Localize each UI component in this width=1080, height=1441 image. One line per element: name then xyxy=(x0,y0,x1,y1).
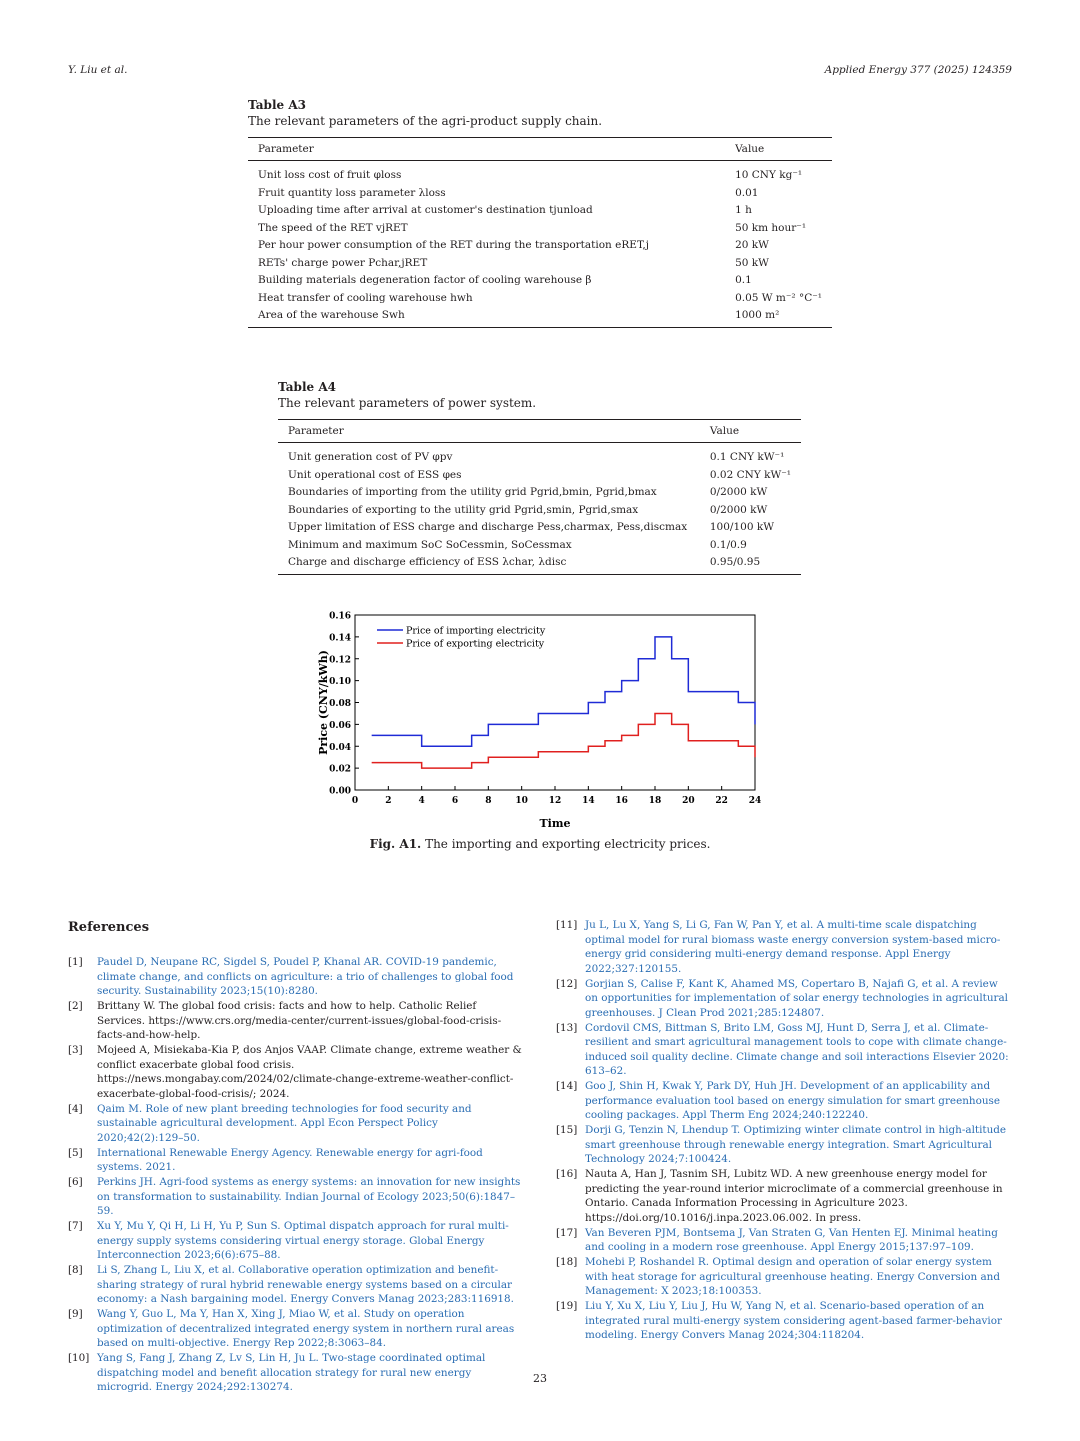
reference-number: [19] xyxy=(556,1300,578,1312)
table-row xyxy=(278,443,801,467)
legend-label: Price of importing electricity xyxy=(406,625,546,637)
reference-number: [14] xyxy=(556,1080,578,1092)
reference-item[interactable] xyxy=(556,1021,1012,1079)
table-cell-parameter: Area of the warehouse Swh xyxy=(258,309,405,321)
reference-item[interactable] xyxy=(68,955,522,999)
reference-number: [8] xyxy=(68,1264,83,1276)
table-cell-value: 0.1 CNY kW⁻¹ xyxy=(709,451,785,463)
y-tick-label: 0.10 xyxy=(329,677,351,688)
reference-number: [10] xyxy=(68,1352,90,1364)
table-cell-value: 0.95/0.95 xyxy=(709,556,761,568)
running-header-journal: Applied Energy 377 (2025) 124359 xyxy=(824,64,1012,76)
legend-label: Price of exporting electricity xyxy=(406,638,545,650)
y-tick-label: 0.04 xyxy=(329,742,351,753)
reference-text[interactable]: Van Beveren PJM, Bontsema J, Van Straten G, Van Henten EJ. Minimal heating and cooling in a modern rose greenhouse. Appl Energy 2015;137:97–109. xyxy=(585,1226,998,1253)
table-a3-caption: The relevant parameters of the agri-product supply chain. xyxy=(248,114,603,128)
x-tick-label: 4 xyxy=(418,796,425,806)
table-cell-parameter: Uploading time after arrival at customer's destination tjunload xyxy=(258,204,593,216)
references-heading: References xyxy=(68,920,150,935)
reference-text[interactable]: Xu Y, Mu Y, Qi H, Li H, Yu P, Sun S. Optimal dispatch approach for rural multi-energy supply systems considering virtual energy storage. Global Energy Interconnection 2023;6(6):675–88. xyxy=(97,1220,509,1261)
table-row xyxy=(248,255,832,273)
reference-number: [12] xyxy=(556,977,578,990)
reference-item[interactable] xyxy=(556,1255,1012,1299)
table-a4-grid xyxy=(278,419,801,575)
table-cell-value: 0.1/0.9 xyxy=(709,538,747,551)
reference-number: [4] xyxy=(68,1102,83,1115)
reference-item[interactable] xyxy=(68,1219,522,1263)
reference-text[interactable]: Ju L, Lu X, Yang S, Li G, Fan W, Pan Y, et al. A multi-time scale dispatching optimal model for rural biomass waste energy conversion system-based micro-energy grid considering multi-energy demand response. Appl Energy 2022;327:120155. xyxy=(585,919,1001,975)
table-cell-parameter: Heat transfer of cooling warehouse hwh xyxy=(258,291,473,304)
series-line-exporting xyxy=(372,713,755,768)
reference-item[interactable] xyxy=(556,1226,1012,1255)
reference-number: [2] xyxy=(68,1000,83,1012)
x-tick-label: 2 xyxy=(385,796,392,806)
x-tick-label: 20 xyxy=(682,796,695,806)
table-a3-title: Table A3 xyxy=(248,98,306,112)
reference-item[interactable] xyxy=(556,1299,1012,1343)
reference-item[interactable] xyxy=(556,977,1012,1021)
y-tick-label: 0.00 xyxy=(329,786,351,797)
table-cell-parameter: Upper limitation of ESS charge and discharge Pess,charmax, Pess,discmax xyxy=(288,521,688,533)
table-cell-parameter: Fruit quantity loss parameter λloss xyxy=(258,186,446,199)
table-row xyxy=(248,161,832,185)
reference-item[interactable] xyxy=(68,1307,522,1351)
table-a3-header-parameter: Parameter xyxy=(248,138,725,161)
reference-number: [16] xyxy=(556,1168,578,1180)
reference-item[interactable] xyxy=(556,918,1012,976)
table-cell-parameter: Per hour power consumption of the RET during the transportation eRET,j xyxy=(258,239,649,251)
page-number: 23 xyxy=(533,1372,547,1385)
table-cell-parameter: Minimum and maximum SoC SoCessmin, SoCessmax xyxy=(288,538,572,551)
reference-text[interactable]: Mojeed A, Misiekaba-Kia P, dos Anjos VAAP. Climate change, extreme weather & conflict exacerbate global food crisis. https://news.mongabay.com/2024/02/climate-change-extreme-weather-conflict-exacerbate-global-food-crisis/; 2024. xyxy=(97,1044,522,1100)
reference-text[interactable]: Dorji G, Tenzin N, Lhendup T. Optimizing winter climate control in high-altitude smart greenhouse through renewable energy integration. Smart Agricultural Technology 2024;7:100424. xyxy=(585,1124,1007,1165)
table-cell-value: 0.1 xyxy=(735,274,752,286)
reference-number: [17] xyxy=(556,1226,578,1239)
x-axis-label: Time xyxy=(539,817,571,830)
table-row xyxy=(278,519,801,537)
table-row xyxy=(278,554,801,574)
reference-text[interactable]: Goo J, Shin H, Kwak Y, Park DY, Huh JH. Development of an applicability and performance evaluation tool based on energy simulation for smart greenhouse cooling packages. Appl Therm Eng 2024;240:122240. xyxy=(585,1080,1001,1121)
figure-label: Fig. A1. xyxy=(369,837,422,851)
x-tick-label: 18 xyxy=(648,796,662,806)
table-cell-value: 0/2000 kW xyxy=(709,503,768,516)
running-header-authors: Y. Liu et al. xyxy=(68,64,128,76)
y-tick-label: 0.14 xyxy=(329,633,351,644)
figure-caption-text: The importing and exporting electricity prices. xyxy=(425,837,711,851)
y-tick-label: 0.16 xyxy=(329,611,351,622)
reference-number: [9] xyxy=(68,1308,83,1320)
x-tick-label: 8 xyxy=(485,796,492,806)
table-cell-value: 0.02 CNY kW⁻¹ xyxy=(709,468,791,481)
table-a3 xyxy=(248,98,832,328)
x-tick-label: 0 xyxy=(351,796,359,806)
reference-number: [6] xyxy=(68,1176,83,1188)
reference-number: [13] xyxy=(556,1021,578,1034)
reference-text[interactable]: International Renewable Energy Agency. Renewable energy for agri-food systems. 2021. xyxy=(97,1146,483,1173)
reference-text[interactable]: Mohebi P, Roshandel R. Optimal design and operation of solar energy system with heat storage for agricultural greenhouse heating. Energy Conversion and Management: X 2023;18:100353. xyxy=(585,1256,1000,1297)
reference-item[interactable] xyxy=(68,1263,522,1307)
reference-text[interactable]: Brittany W. The global food crisis: facts and how to help. Catholic Relief Services. https://www.crs.org/media-center/current-issues/global-food-crisis-facts-and-how-help. xyxy=(97,1000,502,1041)
table-cell-parameter: Unit operational cost of ESS φes xyxy=(288,468,462,481)
series-line-importing xyxy=(372,637,755,746)
references-right-column xyxy=(556,918,1012,1343)
table-cell-parameter: Boundaries of exporting to the utility grid Pgrid,smin, Pgrid,smax xyxy=(288,503,639,516)
table-cell-parameter: Building materials degeneration factor of cooling warehouse β xyxy=(258,274,592,286)
table-a4-header-parameter: Parameter xyxy=(278,420,700,443)
table-row xyxy=(248,220,832,238)
reference-text[interactable]: Paudel D, Neupane RC, Sigdel S, Poudel P, Khanal AR. COVID-19 pandemic, climate change, and conflicts on agriculture: a trio of challenges to global food security. Sustainability 2023;15(10):8280. xyxy=(97,956,514,997)
table-cell-value: 1 h xyxy=(735,204,752,216)
table-cell-value: 0/2000 kW xyxy=(709,486,768,498)
reference-text[interactable]: Gorjian S, Calise F, Kant K, Ahamed MS, Copertaro B, Najafi G, et al. A review on opportunities for implementation of solar energy technologies in agricultural greenhouses. J Clean Prod 2021;285:124807. xyxy=(585,977,1009,1019)
reference-item[interactable] xyxy=(68,999,522,1043)
y-axis-label: Price (CNY/kWh) xyxy=(317,650,330,755)
table-cell-value: 20 kW xyxy=(735,239,769,251)
reference-item[interactable] xyxy=(68,1043,522,1101)
table-cell-value: 1000 m² xyxy=(735,309,780,321)
price-chart xyxy=(300,600,770,832)
table-a4 xyxy=(278,380,801,575)
x-tick-label: 24 xyxy=(748,796,762,806)
reference-number: [3] xyxy=(68,1044,83,1056)
table-cell-parameter: RETs' charge power Pchar,jRET xyxy=(258,256,428,269)
reference-text[interactable]: Yang S, Fang J, Zhang Z, Lv S, Lin H, Ju L. Two-stage coordinated optimal dispatching model and benefit allocation strategy for rural new energy microgrid. Energy 2024;292:130274. xyxy=(97,1352,486,1393)
reference-item[interactable] xyxy=(68,1102,522,1146)
table-row xyxy=(278,467,801,485)
table-a4-header-value: Value xyxy=(700,420,801,443)
table-a4-caption: The relevant parameters of power system. xyxy=(278,396,537,410)
table-cell-parameter: Boundaries of importing from the utility grid Pgrid,bmin, Pgrid,bmax xyxy=(288,486,657,498)
table-cell-value: 10 CNY kg⁻¹ xyxy=(735,169,803,181)
reference-item[interactable] xyxy=(556,1123,1012,1167)
reference-number: [5] xyxy=(68,1146,83,1159)
table-cell-value: 0.05 W m⁻² °C⁻¹ xyxy=(735,291,822,304)
reference-item[interactable] xyxy=(556,1167,1012,1225)
table-cell-parameter: Unit loss cost of fruit φloss xyxy=(258,169,402,181)
x-tick-label: 12 xyxy=(548,796,562,806)
table-a3-header-value: Value xyxy=(725,138,832,161)
reference-number: [18] xyxy=(556,1256,578,1268)
table-row xyxy=(278,537,801,555)
reference-item[interactable] xyxy=(556,1079,1012,1123)
table-row xyxy=(248,307,832,327)
table-cell-value: 100/100 kW xyxy=(709,521,774,533)
table-row xyxy=(278,502,801,520)
table-row xyxy=(248,185,832,203)
table-cell-value: 50 kW xyxy=(735,256,769,269)
reference-text[interactable]: Li S, Zhang L, Liu X, et al. Collaborative operation optimization and benefit-sharing strategy of rural hybrid renewable energy systems based on a circular economy: a Nash bargaining model. Energy Convers Manag 2023;283:116918. xyxy=(97,1264,514,1305)
reference-item[interactable] xyxy=(68,1175,522,1219)
reference-text[interactable]: Nauta A, Han J, Tasnim SH, Lubitz WD. A new greenhouse energy model for predicting the year-round interior microclimate of a commercial greenhouse in Ontario. Canada Information Processing in Agriculture 2023. https://doi.org/10.1016/j.inpa.2023.06.002. In press. xyxy=(585,1168,1003,1224)
x-tick-label: 6 xyxy=(451,796,459,806)
references-left-column xyxy=(68,955,522,1395)
x-tick-label: 22 xyxy=(715,796,728,806)
y-tick-label: 0.02 xyxy=(329,764,351,775)
table-cell-value: 50 km hour⁻¹ xyxy=(735,221,807,234)
y-tick-label: 0.06 xyxy=(329,720,351,731)
y-tick-label: 0.08 xyxy=(329,699,351,709)
x-tick-label: 16 xyxy=(615,796,628,806)
reference-text[interactable]: Qaim M. Role of new plant breeding technologies for food security and sustainable agricultural development. Appl Econ Perspect Policy 2020;42(2):129–50. xyxy=(97,1102,472,1144)
table-cell-parameter: Charge and discharge efficiency of ESS λchar, λdisc xyxy=(288,556,567,568)
reference-number: [7] xyxy=(68,1220,83,1232)
reference-text[interactable]: Perkins JH. Agri-food systems as energy systems: an innovation for new insights on transformation to sustainability. Indian Journal of Ecology 2023;50(6):1847–59. xyxy=(97,1176,521,1217)
table-a4-title: Table A4 xyxy=(278,380,336,394)
table-cell-parameter: The speed of the RET vjRET xyxy=(258,221,408,234)
table-row xyxy=(278,484,801,502)
reference-number: [1] xyxy=(68,956,83,968)
table-cell-parameter: Unit generation cost of PV φpv xyxy=(288,451,453,463)
reference-number: [11] xyxy=(556,919,578,931)
reference-text[interactable]: Cordovil CMS, Bittman S, Brito LM, Goss MJ, Hunt D, Serra J, et al. Climate-resilient and smart agricultural management tools to cope with climate change-induced soil quality decline. Climate change and soil interactions Elsevier 2020: 613–62. xyxy=(585,1021,1009,1077)
reference-text[interactable]: Wang Y, Guo L, Ma Y, Han X, Xing J, Miao W, et al. Study on operation optimization of decentralized integrated energy system in northern rural areas based on multi-objective. Energy Rep 2022;8:3063–84. xyxy=(97,1308,515,1349)
table-row xyxy=(248,237,832,255)
reference-text[interactable]: Liu Y, Xu X, Liu Y, Liu J, Hu W, Yang N, et al. Scenario-based operation of an integrated rural multi-energy system considering agent-based farmer-behavior modeling. Energy Convers Manag 2024;304:118204. xyxy=(585,1300,1002,1341)
table-row xyxy=(248,272,832,290)
x-tick-label: 14 xyxy=(582,796,595,806)
reference-number: [15] xyxy=(556,1124,578,1136)
table-row xyxy=(248,290,832,308)
table-cell-value: 0.01 xyxy=(735,186,759,199)
table-row xyxy=(248,202,832,220)
table-a3-grid xyxy=(248,137,832,328)
figure-caption xyxy=(0,837,1080,851)
reference-item[interactable] xyxy=(68,1146,522,1175)
y-tick-label: 0.12 xyxy=(329,655,351,666)
x-tick-label: 10 xyxy=(515,796,528,806)
